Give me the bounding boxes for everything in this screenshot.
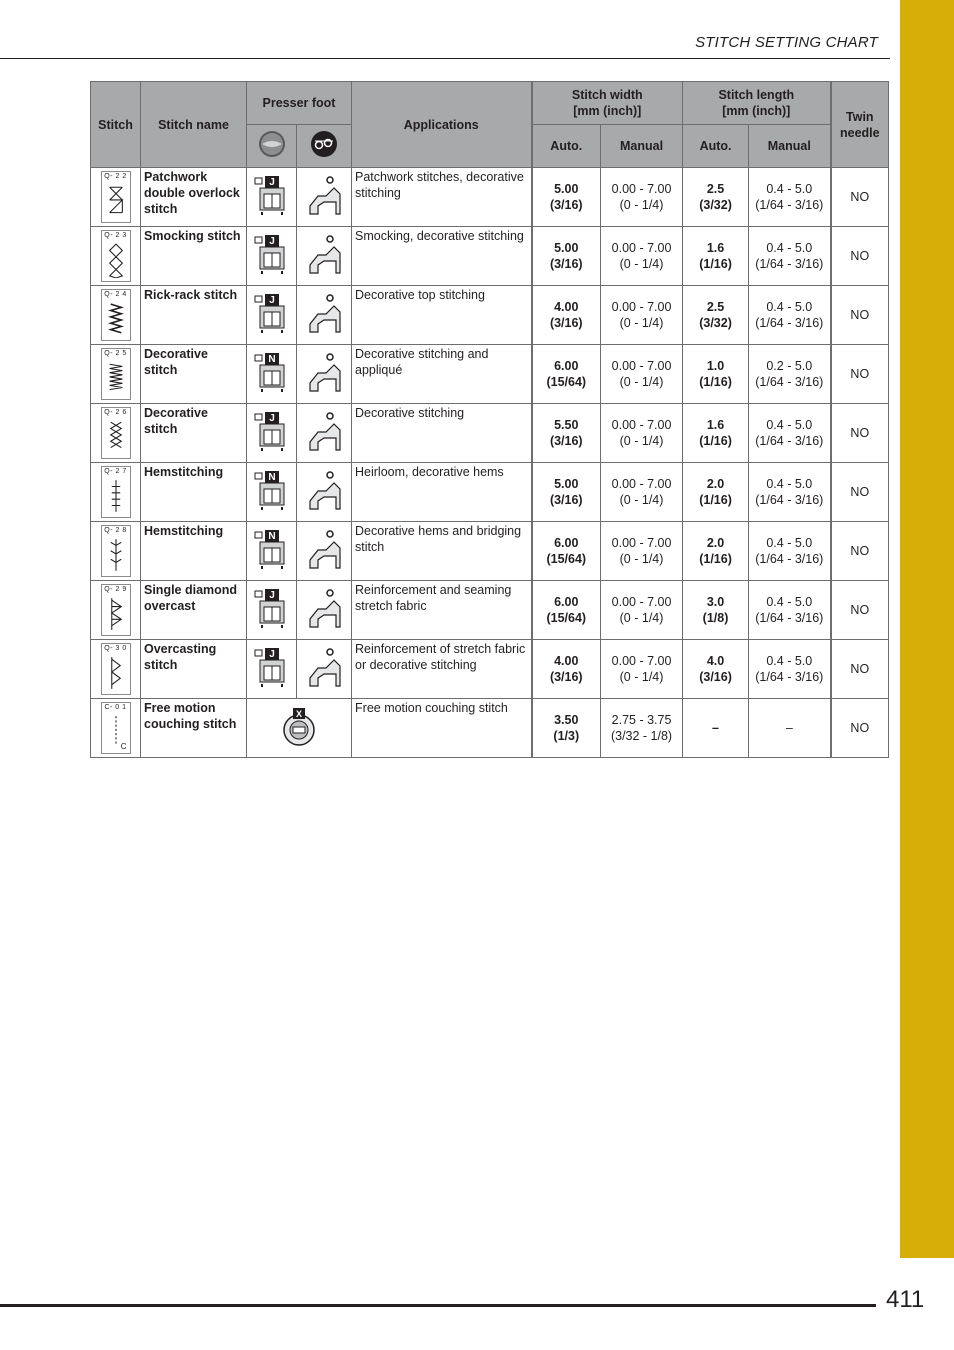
- stitch-pattern-icon: [101, 643, 131, 695]
- stitch-code: Q- 2 8: [104, 527, 127, 534]
- col-header-stitch-width: Stitch width [mm (inch)]: [532, 82, 683, 125]
- width-auto: 3.50 (1/3): [532, 699, 601, 758]
- svg-text:N: N: [267, 354, 276, 365]
- foot-j-icon: [254, 292, 290, 334]
- svg-text:N: N: [267, 531, 276, 542]
- presser-foot-cell: [247, 640, 297, 699]
- stitch-code: Q- 2 5: [104, 350, 127, 357]
- length-auto: –: [683, 699, 749, 758]
- stitch-pattern-icon: [101, 407, 131, 459]
- length-auto: 2.0 (1/16): [683, 463, 749, 522]
- foot-j-icon: [254, 233, 290, 275]
- width-manual: 0.00 - 7.00 (0 - 1/4): [601, 581, 683, 640]
- stitch-name: Overcasting stitch: [141, 640, 247, 699]
- stitch-pattern-icon: [101, 348, 131, 400]
- twin-needle-value: NO: [831, 640, 889, 699]
- dual-feed-foot-cell: [297, 581, 352, 640]
- presser-foot-cell: [247, 463, 297, 522]
- stitch-pattern-cell: [91, 640, 141, 699]
- length-manual: –: [749, 699, 831, 758]
- col-header-stitch: Stitch: [91, 82, 141, 168]
- stitch-code: Q- 2 6: [104, 409, 127, 416]
- table-row: [91, 640, 889, 699]
- col-header-presser-foot: Presser foot: [247, 82, 352, 125]
- foot-j-icon: [254, 646, 290, 688]
- dual-feed-foot-icon: [304, 469, 344, 511]
- svg-text:X: X: [295, 709, 303, 719]
- stitch-pattern-cell: [91, 699, 141, 758]
- twin-needle-value: NO: [831, 404, 889, 463]
- width-manual: 0.00 - 7.00 (0 - 1/4): [601, 404, 683, 463]
- dual-feed-foot-icon: [304, 174, 344, 216]
- twin-needle-value: NO: [831, 581, 889, 640]
- stitch-pattern-icon: [101, 525, 131, 577]
- svg-text:N: N: [267, 472, 276, 483]
- stitch-name: Hemstitching: [141, 463, 247, 522]
- width-auto: 5.00 (3/16): [532, 227, 601, 286]
- stitch-code: Q- 2 9: [104, 586, 127, 593]
- svg-text:J: J: [268, 649, 275, 660]
- length-auto: 1.0 (1/16): [683, 345, 749, 404]
- stitch-pattern-cell: [91, 345, 141, 404]
- length-auto: 1.6 (1/16): [683, 227, 749, 286]
- foot-j-icon: [254, 410, 290, 452]
- col-header-applications: Applications: [352, 82, 532, 168]
- stitch-name: Free motion couching stitch: [141, 699, 247, 758]
- presser-foot-cell: [247, 345, 297, 404]
- svg-text:J: J: [268, 590, 275, 601]
- stitch-pattern-icon: [101, 171, 131, 223]
- foot-j-icon: [254, 174, 290, 216]
- length-manual: 0.4 - 5.0 (1/64 - 3/16): [749, 463, 831, 522]
- twin-needle-value: NO: [831, 345, 889, 404]
- stitch-pattern-cell: [91, 522, 141, 581]
- dual-feed-foot-icon: [304, 587, 344, 629]
- stitch-name: Smocking stitch: [141, 227, 247, 286]
- header-rule: [0, 58, 890, 59]
- applications-text: Decorative top stitching: [352, 286, 532, 345]
- stitch-pattern-cell: [91, 227, 141, 286]
- length-manual: 0.4 - 5.0 (1/64 - 3/16): [749, 168, 831, 227]
- width-manual: 0.00 - 7.00 (0 - 1/4): [601, 640, 683, 699]
- col-header-stitch-name: Stitch name: [141, 82, 247, 168]
- length-manual: 0.4 - 5.0 (1/64 - 3/16): [749, 286, 831, 345]
- col-header-length-auto: Auto.: [683, 125, 749, 168]
- table-row: [91, 463, 889, 522]
- applications-text: Patchwork stitches, decorative stitching: [352, 168, 532, 227]
- dual-feed-foot-icon: [304, 233, 344, 275]
- table-row: [91, 404, 889, 463]
- dual-feed-foot-icon: [304, 292, 344, 334]
- dual-feed-foot-icon: [304, 528, 344, 570]
- stitch-name: Decorative stitch: [141, 345, 247, 404]
- stitch-pattern-icon: [101, 230, 131, 282]
- stitch-pattern-cell: [91, 286, 141, 345]
- width-auto: 5.50 (3/16): [532, 404, 601, 463]
- twin-needle-value: NO: [831, 463, 889, 522]
- stitch-code: Q- 2 3: [104, 232, 127, 239]
- stitch-setting-table: [90, 81, 889, 758]
- presser-foot-cell: [247, 227, 297, 286]
- length-auto: 3.0 (1/8): [683, 581, 749, 640]
- stitch-name: Single diamond overcast: [141, 581, 247, 640]
- foot-n-icon: [254, 469, 290, 511]
- width-manual: 0.00 - 7.00 (0 - 1/4): [601, 463, 683, 522]
- width-manual: 0.00 - 7.00 (0 - 1/4): [601, 168, 683, 227]
- dual-feed-foot-cell: [297, 345, 352, 404]
- table-row: [91, 286, 889, 345]
- col-header-length-manual: Manual: [749, 125, 831, 168]
- table-row: [91, 581, 889, 640]
- width-auto: 6.00 (15/64): [532, 581, 601, 640]
- width-auto: 6.00 (15/64): [532, 345, 601, 404]
- table-row: [91, 227, 889, 286]
- stitch-pattern-cell: [91, 581, 141, 640]
- length-manual: 0.2 - 5.0 (1/64 - 3/16): [749, 345, 831, 404]
- length-manual: 0.4 - 5.0 (1/64 - 3/16): [749, 581, 831, 640]
- stitch-pattern-icon: [101, 289, 131, 341]
- dual-feed-foot-icon: [304, 410, 344, 452]
- stitch-name: Rick-rack stitch: [141, 286, 247, 345]
- twin-needle-value: NO: [831, 522, 889, 581]
- table-row: [91, 345, 889, 404]
- foot-n-icon: [254, 528, 290, 570]
- stitch-pattern-cell: [91, 463, 141, 522]
- width-manual: 0.00 - 7.00 (0 - 1/4): [601, 522, 683, 581]
- stitch-code: Q- 2 2: [104, 173, 127, 180]
- stitch-code-sub: C: [120, 742, 127, 751]
- chapter-side-tab: [900, 0, 954, 1258]
- length-auto: 4.0 (3/16): [683, 640, 749, 699]
- length-auto: 2.5 (3/32): [683, 286, 749, 345]
- dual-feed-foot-cell: [297, 522, 352, 581]
- foot-n-icon: [254, 351, 290, 393]
- stitch-pattern-icon: [101, 584, 131, 636]
- foot-type-icon-dual: [297, 125, 352, 168]
- presser-foot-cell: [247, 581, 297, 640]
- stitch-pattern-cell: [91, 168, 141, 227]
- length-auto: 2.5 (3/32): [683, 168, 749, 227]
- width-auto: 6.00 (15/64): [532, 522, 601, 581]
- width-auto: 5.00 (3/16): [532, 168, 601, 227]
- width-manual: 0.00 - 7.00 (0 - 1/4): [601, 345, 683, 404]
- applications-text: Smocking, decorative stitching: [352, 227, 532, 286]
- dual-feed-foot-cell: [297, 168, 352, 227]
- standard-foot-icon: [257, 129, 287, 159]
- col-header-stitch-length: Stitch length [mm (inch)]: [683, 82, 831, 125]
- col-header-width-manual: Manual: [601, 125, 683, 168]
- stitch-name: Decorative stitch: [141, 404, 247, 463]
- width-auto: 4.00 (3/16): [532, 640, 601, 699]
- twin-needle-value: NO: [831, 227, 889, 286]
- col-header-width-auto: Auto.: [532, 125, 601, 168]
- stitch-code: Q- 2 4: [104, 291, 127, 298]
- presser-foot-cell: [247, 699, 352, 758]
- stitch-pattern-cell: [91, 404, 141, 463]
- stitch-name: Patchwork double overlock stitch: [141, 168, 247, 227]
- foot-x-icon: [277, 704, 321, 748]
- length-manual: 0.4 - 5.0 (1/64 - 3/16): [749, 522, 831, 581]
- dual-feed-foot-icon: [304, 351, 344, 393]
- dual-feed-foot-cell: [297, 286, 352, 345]
- applications-text: Free motion couching stitch: [352, 699, 532, 758]
- table-row: [91, 522, 889, 581]
- twin-needle-value: NO: [831, 286, 889, 345]
- table-row: [91, 168, 889, 227]
- applications-text: Reinforcement of stretch fabric or decorative stitching: [352, 640, 532, 699]
- presser-foot-cell: [247, 286, 297, 345]
- stitch-pattern-icon: [101, 466, 131, 518]
- table-row: [91, 699, 889, 758]
- foot-type-icon-standard: [247, 125, 297, 168]
- length-manual: 0.4 - 5.0 (1/64 - 3/16): [749, 404, 831, 463]
- dual-feed-foot-icon: [309, 129, 339, 159]
- width-manual: 0.00 - 7.00 (0 - 1/4): [601, 227, 683, 286]
- presser-foot-cell: [247, 404, 297, 463]
- applications-text: Decorative stitching: [352, 404, 532, 463]
- stitch-code: C- 0 1: [104, 704, 127, 711]
- applications-text: Decorative hems and bridging stitch: [352, 522, 532, 581]
- col-header-twin-needle: Twin needle: [831, 82, 889, 168]
- svg-text:J: J: [268, 236, 275, 247]
- stitch-code: Q- 3 0: [104, 645, 127, 652]
- width-auto: 4.00 (3/16): [532, 286, 601, 345]
- stitch-name: Hemstitching: [141, 522, 247, 581]
- applications-text: Heirloom, decorative hems: [352, 463, 532, 522]
- twin-needle-value: NO: [831, 699, 889, 758]
- length-manual: 0.4 - 5.0 (1/64 - 3/16): [749, 640, 831, 699]
- page-number: 411: [886, 1286, 925, 1313]
- footer-rule: [0, 1304, 876, 1307]
- page-header-title: STITCH SETTING CHART: [695, 34, 878, 51]
- applications-text: Reinforcement and seaming stretch fabric: [352, 581, 532, 640]
- twin-needle-value: NO: [831, 168, 889, 227]
- dual-feed-foot-cell: [297, 640, 352, 699]
- dual-feed-foot-icon: [304, 646, 344, 688]
- svg-text:J: J: [268, 413, 275, 424]
- svg-text:J: J: [268, 295, 275, 306]
- stitch-code: Q- 2 7: [104, 468, 127, 475]
- svg-text:J: J: [268, 177, 275, 188]
- width-auto: 5.00 (3/16): [532, 463, 601, 522]
- length-auto: 1.6 (1/16): [683, 404, 749, 463]
- applications-text: Decorative stitching and appliqué: [352, 345, 532, 404]
- length-manual: 0.4 - 5.0 (1/64 - 3/16): [749, 227, 831, 286]
- stitch-pattern-icon: [101, 702, 131, 754]
- presser-foot-cell: [247, 522, 297, 581]
- dual-feed-foot-cell: [297, 404, 352, 463]
- dual-feed-foot-cell: [297, 463, 352, 522]
- width-manual: 0.00 - 7.00 (0 - 1/4): [601, 286, 683, 345]
- dual-feed-foot-cell: [297, 227, 352, 286]
- presser-foot-cell: [247, 168, 297, 227]
- length-auto: 2.0 (1/16): [683, 522, 749, 581]
- width-manual: 2.75 - 3.75 (3/32 - 1/8): [601, 699, 683, 758]
- foot-j-icon: [254, 587, 290, 629]
